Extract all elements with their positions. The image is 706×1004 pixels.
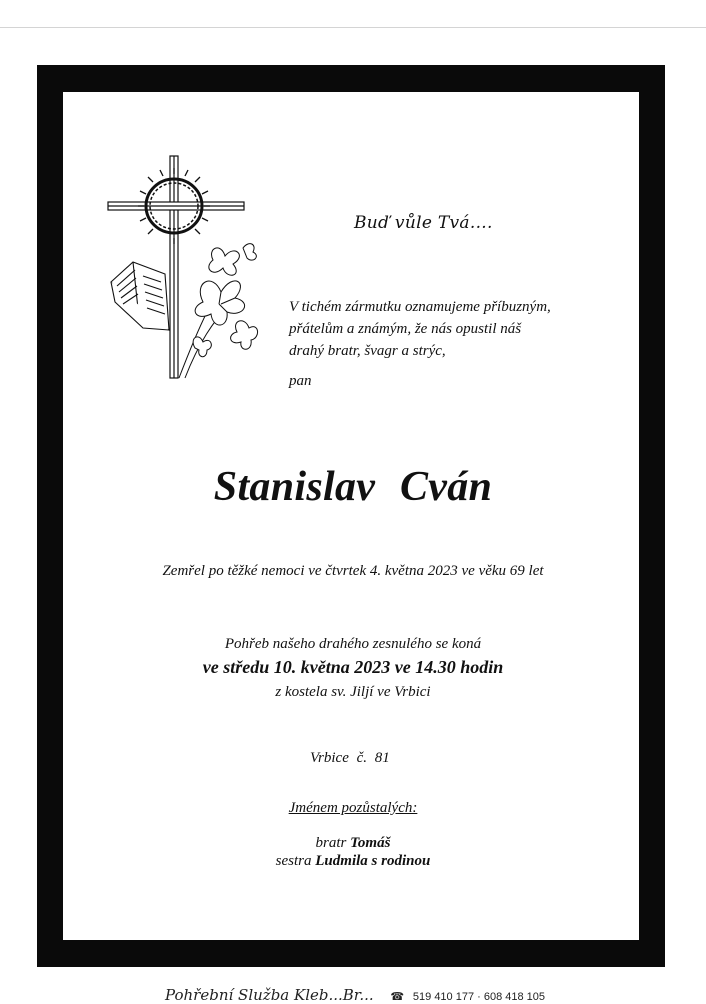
funeral-intro: Pohřeb našeho drahého zesnulého se koná bbox=[224, 636, 482, 652]
announcement-text bbox=[289, 296, 609, 362]
relative-name: Tomáš bbox=[350, 835, 391, 851]
death-details: Zemřel po těžké nemoci ve čtvrtek 4. května 2023 ve věku 69 let bbox=[162, 563, 544, 579]
announcement-line: V tichém zármutku oznamujeme příbuzným, bbox=[289, 299, 551, 315]
announcement-line: přátelům a známým, že nás opustil náš bbox=[289, 321, 522, 337]
phone-icon: ☎ bbox=[390, 991, 405, 1003]
footer-phone: 519 410 177 · 608 418 105 bbox=[412, 991, 546, 1003]
footer bbox=[165, 986, 545, 1004]
scan-top-line bbox=[0, 27, 706, 28]
relative-entry bbox=[0, 835, 706, 852]
address: Vrbice č. 81 bbox=[310, 750, 390, 766]
salutation: pan bbox=[289, 373, 312, 389]
relative-relation: sestra bbox=[275, 853, 312, 869]
announcement-line: drahý bratr, švagr a strýc, bbox=[289, 343, 446, 359]
footer-company: Pohřební Služba Kleb...Br... bbox=[165, 986, 374, 1004]
open-bible-icon bbox=[111, 262, 169, 330]
cross-emblem-icon bbox=[103, 152, 263, 384]
funeral-date: ve středu 10. května 2023 ve 14.30 hodin bbox=[202, 657, 504, 677]
motto: Buď vůle Tvá.... bbox=[354, 213, 493, 233]
lily-flowers-icon bbox=[179, 244, 258, 378]
funeral-place: z kostela sv. Jiljí ve Vrbici bbox=[275, 684, 431, 700]
deceased-name: Stanislav Cván bbox=[213, 464, 493, 510]
relative-name: Ludmila s rodinou bbox=[315, 853, 431, 869]
on-behalf-heading: Jménem pozůstalých: bbox=[288, 800, 418, 816]
relative-relation: bratr bbox=[315, 835, 347, 851]
relative-entry bbox=[0, 853, 706, 870]
